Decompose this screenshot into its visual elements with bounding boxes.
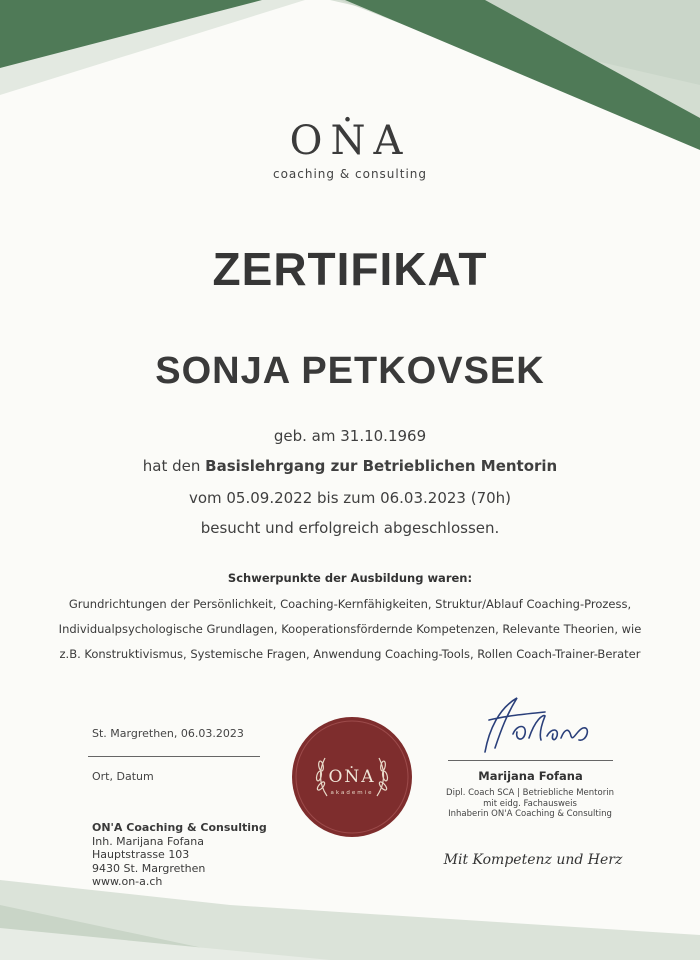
signature-mark	[455, 690, 615, 760]
organization-address	[92, 821, 267, 889]
signer-credential-line: mit eidg. Fachausweis	[483, 798, 577, 809]
organization-city: 9430 St. Margrethen	[92, 861, 206, 875]
organization-owner: Inh. Marijana Fofana	[92, 834, 204, 848]
birth-line: geb. am 31.10.1969	[273, 427, 427, 445]
focus-line: Individualpsychologische Grundlagen, Kooperationsfördernde Kompetenzen, Relevante Theorien, wie	[58, 622, 642, 636]
seal-subtext: akademie	[330, 790, 374, 796]
academy-seal	[291, 716, 413, 838]
signer-credentials	[430, 788, 630, 820]
course-line	[0, 457, 700, 475]
place-date-rule	[88, 756, 260, 757]
certificate-title: ZERTIFIKAT	[212, 243, 488, 295]
organization-web: www.on-a.ch	[92, 875, 163, 888]
logo-tagline: coaching & consulting	[272, 167, 428, 181]
top-left-green-band	[0, 0, 262, 68]
signature-rule	[448, 760, 613, 761]
completion-line: besucht und erfolgreich abgeschlossen.	[200, 519, 500, 537]
place-date-value: St. Margrethen, 06.03.2023	[92, 727, 244, 740]
period-line: vom 05.09.2022 bis zum 06.03.2023 (70h)	[188, 489, 512, 507]
place-date-label: Ort, Datum	[92, 770, 154, 783]
focus-line: Grundrichtungen der Persönlichkeit, Coaching-Kernfähigkeiten, Struktur/Ablauf Coaching-Prozess,	[68, 597, 632, 611]
course-prefix: hat den	[142, 457, 201, 475]
signer-name: Marijana Fofana	[478, 769, 583, 783]
organization-street: Hauptstrasse 103	[92, 848, 190, 861]
focus-line: z.B. Konstruktivismus, Systemische Fragen, Anwendung Coaching-Tools, Rollen Coach-Trainer-Berater	[59, 647, 641, 661]
motto: Mit Kompetenz und Herz	[443, 852, 623, 868]
seal-text: OṄA	[328, 767, 376, 787]
signer-credential-line: Inhaberin ON'A Coaching & Consulting	[448, 809, 612, 819]
signer-credential-line: Dipl. Coach SCA | Betriebliche Mentorin	[446, 788, 614, 798]
logo-wordmark: OṄA	[289, 118, 411, 164]
organization-name: ON'A Coaching & Consulting	[92, 821, 267, 834]
focus-heading: Schwerpunkte der Ausbildung waren:	[227, 571, 473, 585]
course-name: Basislehrgang zur Betrieblichen Mentorin	[205, 457, 558, 475]
recipient-name: SONJA PETKOVSEK	[155, 350, 545, 392]
